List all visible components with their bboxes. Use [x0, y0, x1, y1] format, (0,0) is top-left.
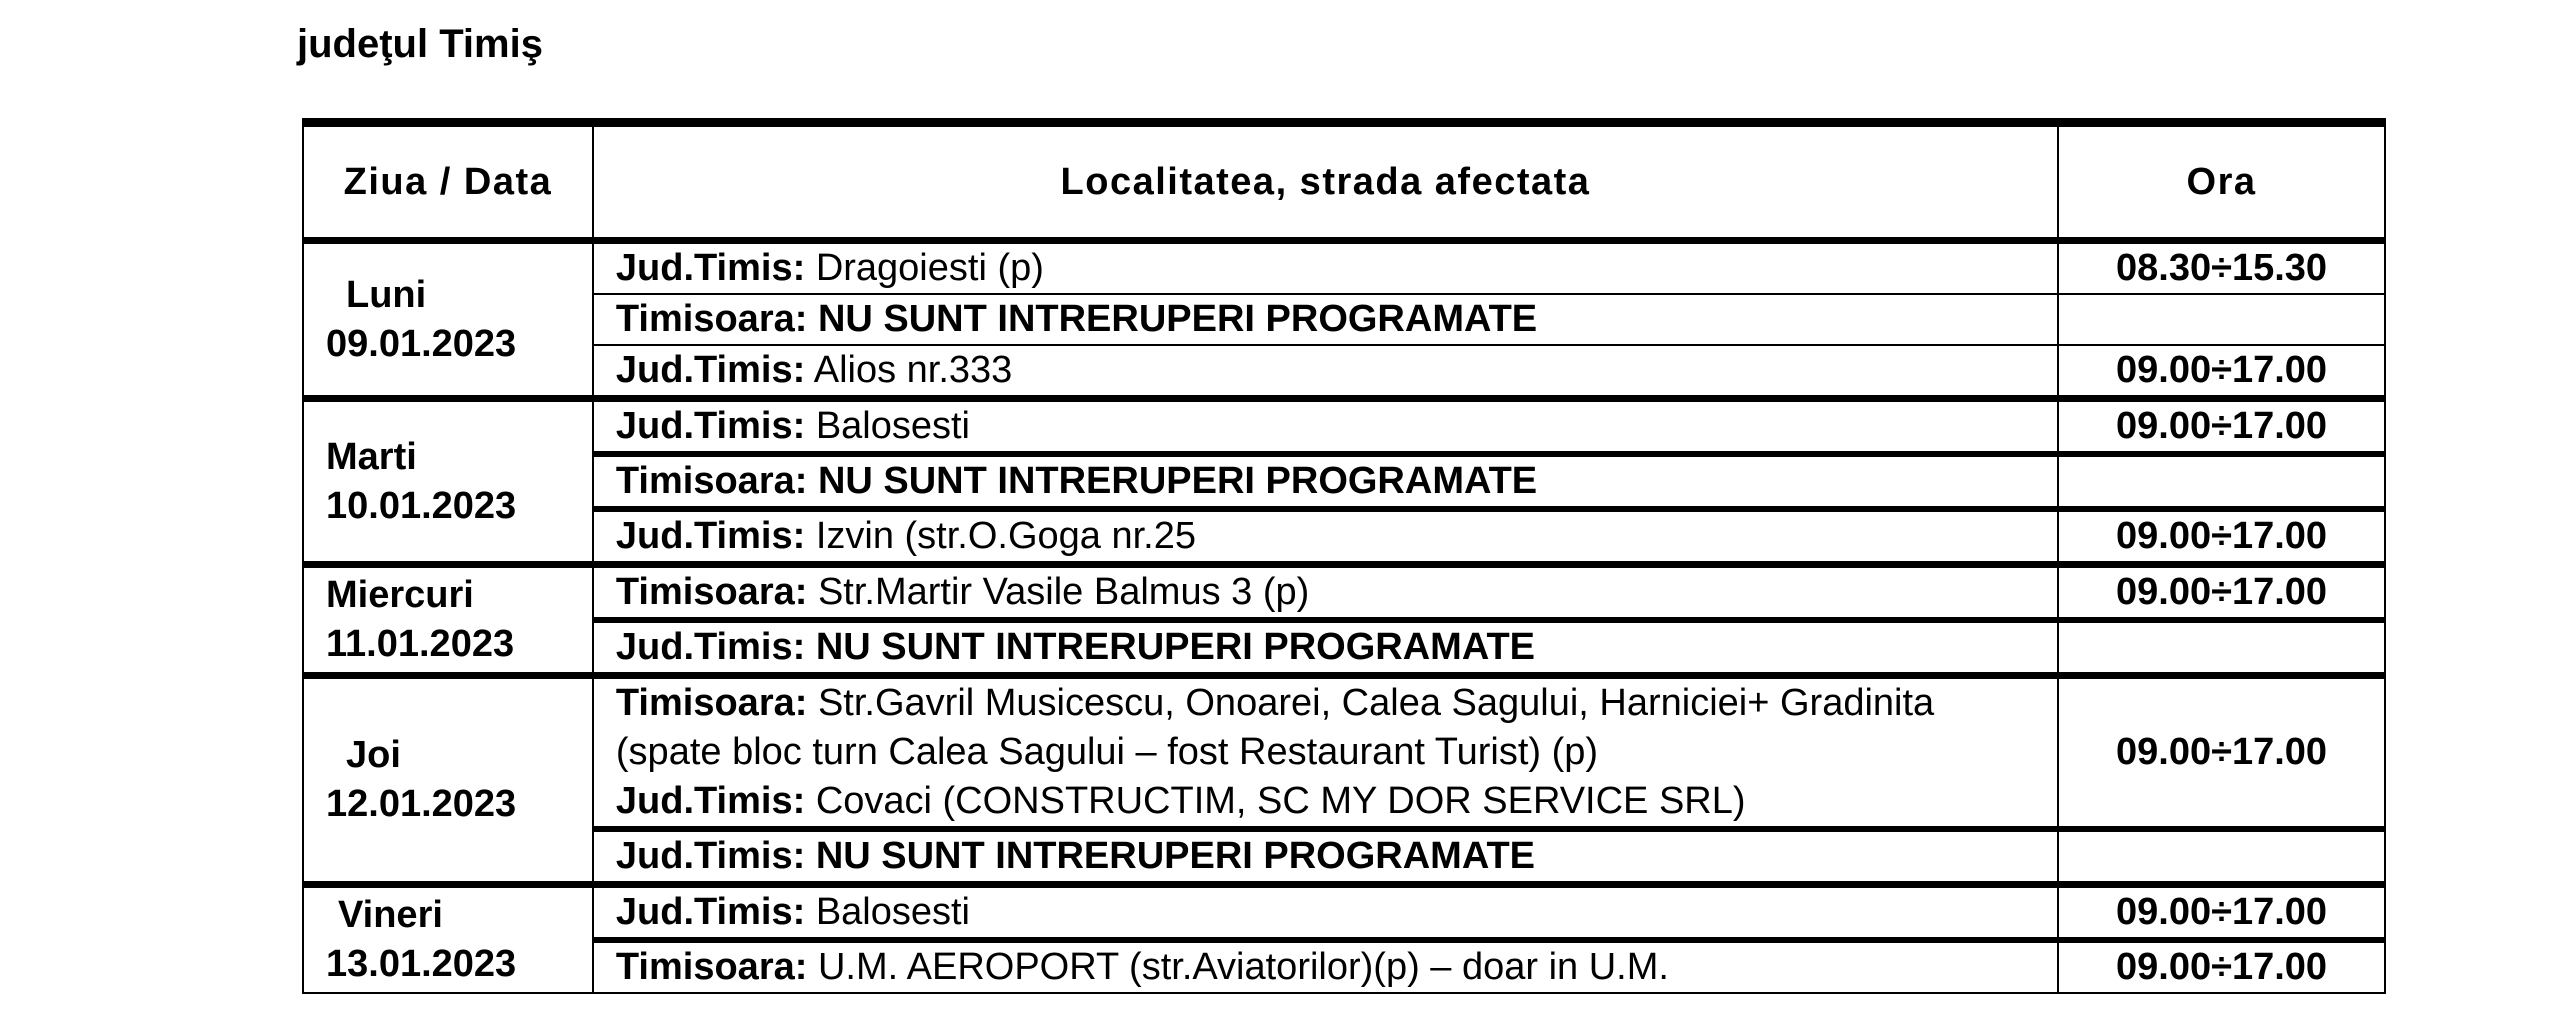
day-date: 09.01.2023: [326, 322, 517, 365]
table-row: [303, 940, 2385, 993]
area-label: Timisoara:: [615, 682, 808, 724]
location-cell: [593, 454, 2058, 509]
location-cell: [593, 399, 2058, 455]
area-label: Jud.Timis:: [615, 891, 806, 933]
header-location: Localitatea, strada afectata: [593, 123, 2058, 241]
time-cell: [2058, 620, 2385, 676]
area-label: Jud.Timis:: [615, 780, 806, 822]
location-cell: [593, 829, 2058, 885]
day-name: Miercuri: [326, 574, 474, 616]
table-row: [303, 885, 2385, 941]
location-cell: [593, 345, 2058, 399]
time-cell: 08.30÷15.30: [2058, 241, 2385, 295]
location-cell: [593, 620, 2058, 676]
area-label: Timisoara:: [615, 298, 808, 340]
location-text: NU SUNT INTRERUPERI PROGRAMATE: [817, 298, 1538, 340]
table-row: [303, 399, 2385, 455]
table-row: [303, 509, 2385, 565]
outage-schedule-table: [302, 118, 2386, 994]
day-name: Vineri: [338, 894, 443, 936]
day-cell: [303, 565, 593, 676]
location-text: Covaci (CONSTRUCTIM, SC MY DOR SERVICE SRL): [815, 780, 1746, 822]
time-cell: 09.00÷17.00: [2058, 676, 2385, 830]
table-header-row: [303, 123, 2385, 241]
location-cell: [593, 676, 2058, 830]
day-name: Marti: [326, 435, 417, 478]
page-title: judeţul Timiş: [297, 22, 543, 66]
location-text: U.M. AEROPORT (str.Aviatorilor)(p) – doar in U.M.: [817, 946, 1669, 988]
area-label: Jud.Timis:: [615, 835, 806, 877]
location-cell: [593, 885, 2058, 941]
location-text: NU SUNT INTRERUPERI PROGRAMATE: [817, 460, 1538, 502]
day-cell: [303, 885, 593, 994]
area-label: Jud.Timis:: [615, 247, 806, 289]
location-text: Balosesti: [815, 891, 971, 933]
location-text: Balosesti: [815, 405, 971, 447]
table-row: [303, 454, 2385, 509]
location-text: Str.Martir Vasile Balmus 3 (p): [817, 571, 1310, 613]
time-cell: [2058, 294, 2385, 345]
table-row: [303, 241, 2385, 295]
location-text: Str.Gavril Musicescu, Onoarei, Calea Sagului, Harniciei+ Gradinita (spate bloc turn Calea Sagului – fost Restaurant Turist) (p): [615, 682, 1935, 773]
location-cell: [593, 241, 2058, 295]
location-text: NU SUNT INTRERUPERI PROGRAMATE: [815, 835, 1536, 877]
day-date: 10.01.2023: [326, 484, 517, 527]
day-date: 12.01.2023: [326, 783, 517, 825]
table-row: [303, 676, 2385, 830]
day-cell: [303, 241, 593, 399]
table-row: [303, 620, 2385, 676]
day-name: Luni: [346, 273, 427, 316]
day-name: Joi: [346, 734, 401, 776]
area-label: Timisoara:: [615, 571, 808, 613]
table-row: [303, 345, 2385, 399]
time-cell: 09.00÷17.00: [2058, 399, 2385, 455]
table-row: [303, 829, 2385, 885]
table-row: [303, 565, 2385, 621]
location-text: NU SUNT INTRERUPERI PROGRAMATE: [815, 626, 1536, 668]
area-label: Jud.Timis:: [615, 626, 806, 668]
day-cell: [303, 676, 593, 885]
area-label: Timisoara:: [615, 460, 808, 502]
time-cell: 09.00÷17.00: [2058, 509, 2385, 565]
location-text: Alios nr.333: [813, 349, 1013, 391]
location-cell: [593, 940, 2058, 993]
time-cell: [2058, 829, 2385, 885]
table-row: [303, 294, 2385, 345]
time-cell: [2058, 454, 2385, 509]
time-cell: 09.00÷17.00: [2058, 345, 2385, 399]
time-cell: 09.00÷17.00: [2058, 885, 2385, 941]
time-cell: 09.00÷17.00: [2058, 940, 2385, 993]
location-cell: [593, 565, 2058, 621]
day-date: 13.01.2023: [326, 943, 517, 985]
area-label: Jud.Timis:: [615, 405, 806, 447]
area-label: Jud.Timis:: [615, 349, 806, 391]
location-text: Dragoiesti (p): [815, 247, 1044, 289]
header-day-date: Ziua / Data: [303, 123, 593, 241]
day-cell: [303, 399, 593, 565]
time-cell: 09.00÷17.00: [2058, 565, 2385, 621]
area-label: Jud.Timis:: [615, 515, 806, 557]
header-time: Ora: [2058, 123, 2385, 241]
day-date: 11.01.2023: [326, 623, 515, 665]
location-text: Izvin (str.O.Goga nr.25: [815, 515, 1196, 557]
location-cell: [593, 509, 2058, 565]
area-label: Timisoara:: [615, 946, 808, 988]
location-cell: [593, 294, 2058, 345]
